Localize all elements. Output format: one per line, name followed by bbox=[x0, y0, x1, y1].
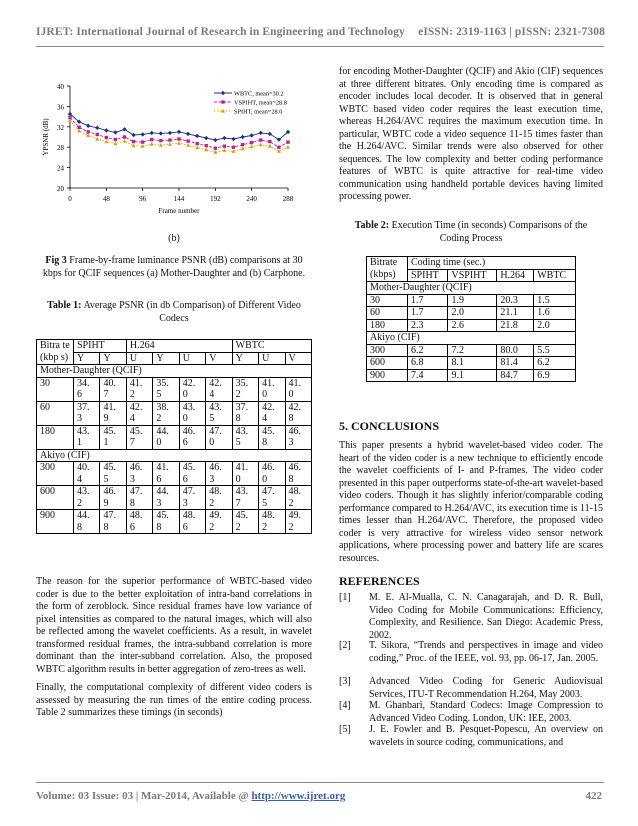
table1-cell: 44. 8 bbox=[74, 510, 100, 534]
table2-row bbox=[367, 357, 576, 370]
table2-bitrate-cell: 900 bbox=[367, 369, 408, 382]
figure-caption-label: Fig 3 bbox=[45, 255, 67, 266]
table1-bitrate-cell: 300 bbox=[37, 462, 74, 486]
legend-label: VSPIHT, mean=28.8 bbox=[234, 99, 287, 107]
data-point bbox=[232, 146, 235, 149]
data-point bbox=[231, 137, 235, 141]
data-point bbox=[250, 144, 254, 148]
table1-cell: 37. 8 bbox=[232, 401, 258, 425]
data-point bbox=[168, 142, 172, 146]
data-point bbox=[223, 144, 226, 147]
table1-cell: 41. 9 bbox=[100, 401, 126, 425]
psnr-chart bbox=[36, 68, 312, 228]
table2-cell: 80.0 bbox=[497, 344, 534, 357]
table1-cell: 44. 3 bbox=[153, 486, 179, 510]
table1-cell: 48. 2 bbox=[259, 510, 285, 534]
reference-text: J. E. Fowler and B. Pesquet-Popescu, An overview on wavelets in source coding, communications, and bbox=[369, 724, 603, 748]
x-tick-label: 0 bbox=[68, 195, 72, 203]
data-point bbox=[104, 139, 108, 143]
data-point bbox=[186, 143, 190, 147]
table1-subheader-row bbox=[37, 352, 312, 365]
table2-caption bbox=[339, 220, 603, 245]
data-point bbox=[241, 147, 245, 151]
table1-bitrate-cell: 900 bbox=[37, 510, 74, 534]
table1-subheader: Y bbox=[232, 352, 258, 365]
table1-cell: 41. 2 bbox=[126, 377, 152, 401]
data-point bbox=[222, 148, 226, 152]
table2-section-row bbox=[367, 282, 576, 295]
table1-bitrate-cell: 180 bbox=[37, 425, 74, 449]
table1-cell: 35. 5 bbox=[153, 377, 179, 401]
table2-cell: 8.1 bbox=[448, 357, 497, 370]
header-rule bbox=[36, 46, 604, 47]
table1-cell: 45. 6 bbox=[179, 462, 205, 486]
table1-caption bbox=[36, 300, 312, 325]
reference-number: [1] bbox=[339, 592, 351, 603]
data-point bbox=[240, 135, 244, 139]
table2-cell: 6.9 bbox=[534, 369, 576, 382]
data-point bbox=[286, 145, 290, 149]
table2-section-label: Akiyo (CIF) bbox=[367, 332, 576, 345]
table1-row bbox=[37, 462, 312, 486]
table2-caption-text: Execution Time (in seconds) Comparisons of the Coding Process bbox=[389, 220, 588, 244]
table1-cell: 47. 0 bbox=[206, 425, 232, 449]
table2-section-label: Mother-Daughter (QCIF) bbox=[367, 282, 576, 295]
table1-cell: 43. 7 bbox=[232, 486, 258, 510]
table2-subheader: VSPIHT bbox=[448, 269, 497, 282]
table1-header-row bbox=[37, 340, 312, 353]
data-point bbox=[222, 136, 226, 140]
x-tick-label: 240 bbox=[246, 195, 257, 203]
table1-bitrate-cell: 600 bbox=[37, 486, 74, 510]
data-point bbox=[86, 130, 89, 133]
table2-cell: 2.0 bbox=[534, 319, 576, 332]
table1-subheader: V bbox=[206, 352, 232, 365]
table2-cell: 7.4 bbox=[408, 369, 448, 382]
data-point bbox=[77, 126, 80, 129]
table1-cell: 45. 1 bbox=[100, 425, 126, 449]
reference-number: [5] bbox=[339, 724, 351, 735]
table1-cell: 44. 0 bbox=[153, 425, 179, 449]
page-number: 422 bbox=[585, 790, 602, 802]
legend-label: WBTC, mean=30.2 bbox=[234, 90, 284, 98]
table1-subheader: Y bbox=[74, 352, 100, 365]
data-point bbox=[141, 140, 144, 143]
table1-cell: 46. 6 bbox=[179, 425, 205, 449]
data-point bbox=[159, 143, 163, 147]
table1-row bbox=[37, 510, 312, 534]
table2-cell: 1.7 bbox=[408, 307, 448, 320]
table1-caption-label: Table 1: bbox=[47, 300, 82, 311]
reference-text: Advanced Video Coding for Generic Audiovisual Services, ITU-T Recommendation H.264, May 2003. bbox=[369, 676, 603, 700]
data-point bbox=[105, 136, 108, 139]
data-point bbox=[250, 141, 253, 144]
table1-group-header: WBTC bbox=[232, 340, 311, 353]
data-point bbox=[150, 131, 154, 135]
table1-row bbox=[37, 377, 312, 401]
data-point bbox=[177, 130, 181, 134]
panel-label: (b) bbox=[168, 233, 180, 244]
data-point bbox=[159, 139, 162, 142]
data-point bbox=[241, 143, 244, 146]
table1-cell: 40. 4 bbox=[74, 462, 100, 486]
table1-cell: 35. 2 bbox=[232, 377, 258, 401]
table2 bbox=[366, 256, 576, 382]
table2-cell: 7.2 bbox=[448, 344, 497, 357]
table1-cell: 46. 0 bbox=[259, 462, 285, 486]
left-paragraph-1: The reason for the superior performance of WBTC-based video coder is due to the better exploitation of intra-band correlations in the form of zeroblock. Since residual frames have low variance of pixel intensities as compared to the natural images, which will also be reflected among the wavelet coefficients. As a result, in wavelet transformed residual frames, the intra-subband correlation is more dominant than the inter-subband correlation. Also, the proposed WBTC algorithm results in better aggregation of zero-trees as well. bbox=[36, 576, 312, 675]
data-point bbox=[113, 130, 117, 134]
table1-cell: 48. 6 bbox=[179, 510, 205, 534]
reference-text: T. Sikora, “Trends and perspectives in image and video coding,” Proc. of the IEEE, vol. 93, pp. 06-17, Jan. 2005. bbox=[369, 640, 603, 664]
table1-cell: 43. 1 bbox=[74, 425, 100, 449]
data-point bbox=[77, 129, 81, 133]
table1-bitrate-header: Bitra te (kbp s) bbox=[37, 340, 74, 365]
reference-text: M. E. Al-Mualla, C. N. Canagarajah, and D. R. Bull, Video Coding for Mobile Communications: Efficiency, Complexity, and Resilience. San Diego: Academic Press, 2002. bbox=[369, 592, 603, 641]
table1-bitrate-cell: 30 bbox=[37, 377, 74, 401]
table1-group-header: SPIHT bbox=[74, 340, 127, 353]
data-point bbox=[259, 131, 263, 135]
table1-cell: 43. 0 bbox=[179, 401, 205, 425]
legend-marker bbox=[221, 91, 225, 95]
table1-cell: 45. 5 bbox=[100, 462, 126, 486]
x-tick-label: 144 bbox=[173, 195, 185, 203]
journal-title: IJRET: International Journal of Research in Engineering and Technology bbox=[36, 26, 405, 38]
data-point bbox=[186, 132, 190, 136]
issn: eISSN: 2319-1163 | pISSN: 2321-7308 bbox=[418, 26, 605, 38]
table2-row bbox=[367, 319, 576, 332]
table1-bitrate-cell: 60 bbox=[37, 401, 74, 425]
data-point bbox=[114, 138, 117, 141]
table1-cell: 48. 6 bbox=[126, 510, 152, 534]
table2-cell: 81.4 bbox=[497, 357, 534, 370]
table1-cell: 46. 3 bbox=[285, 425, 312, 449]
table1-section-row bbox=[37, 365, 312, 378]
table1-cell: 45. 8 bbox=[153, 510, 179, 534]
table1-cell: 46. 9 bbox=[100, 486, 126, 510]
table1-row bbox=[37, 401, 312, 425]
table2-cell: 1.9 bbox=[448, 294, 497, 307]
table1-subheader: U bbox=[126, 352, 152, 365]
figure-caption-text: Frame-by-frame luminance PSNR (dB) comparisons at 30 kbps for QCIF sequences (a) Mother-Daughter and (b) Carphone. bbox=[42, 255, 306, 279]
table2-group-header: Coding time (sec.) bbox=[408, 257, 576, 270]
reference-number: [3] bbox=[339, 676, 351, 687]
data-point bbox=[131, 133, 135, 137]
reference-text: M. Ghanbari, Standard Codecs: Image Compression to Advanced Video Coding. London, UK: IEE, 2003. bbox=[369, 700, 603, 724]
table1-cell: 45. 7 bbox=[126, 425, 152, 449]
data-point bbox=[132, 140, 135, 143]
figure-caption bbox=[36, 255, 312, 280]
table2-bitrate-cell: 300 bbox=[367, 344, 408, 357]
table1-cell: 45. 8 bbox=[259, 425, 285, 449]
table2-cell: 6.2 bbox=[534, 357, 576, 370]
right-paragraph-1: for encoding Mother-Daughter (QCIF) and Akio (CIF) sequences at three different bitrates. Only encoding time is compared as encoder includes local decoder. It is observed that in general WBTC based video coder requires the least execution time, whereas H.264/AVC requires the maximum execution time. In particular, WBTC code a video sequence 11-15 times faster than the H.264/AVC. Similar trends were also observed for other sequences. The low complexity and better coding performance features of WBTC is quite attractive for real-time video communication using handheld portable devices having limited processing power. bbox=[339, 66, 603, 202]
table2-cell: 84.7 bbox=[497, 369, 534, 382]
data-point bbox=[104, 128, 108, 132]
data-point bbox=[186, 139, 189, 142]
footer-volume-text: Volume: 03 Issue: 03 | Mar-2014, Available @ bbox=[36, 790, 252, 802]
data-point bbox=[95, 137, 99, 141]
y-tick-label: 20 bbox=[57, 185, 64, 193]
data-point bbox=[113, 141, 117, 145]
footer-volume bbox=[36, 790, 345, 802]
table1-cell: 42. 8 bbox=[285, 401, 312, 425]
table1-section-label: Akiyo (CIF) bbox=[37, 449, 312, 462]
conclusions-heading: 5. CONCLUSIONS bbox=[339, 419, 440, 433]
table2-bitrate-header: Bitrate (kbps) bbox=[367, 257, 408, 282]
table1-cell: 37. 3 bbox=[74, 401, 100, 425]
table2-row bbox=[367, 369, 576, 382]
data-point bbox=[195, 134, 199, 138]
x-tick-label: 48 bbox=[102, 195, 110, 203]
data-point bbox=[213, 138, 217, 142]
table2-bitrate-cell: 180 bbox=[367, 319, 408, 332]
table2-caption-label: Table 2: bbox=[354, 220, 390, 231]
table1-subheader: U bbox=[179, 352, 205, 365]
table2-cell: 1.7 bbox=[408, 294, 448, 307]
data-point bbox=[122, 127, 126, 131]
left-paragraph-2: Finally, the computational complexity of different video coders is assessed by measuring the run times of the entire coding process. Table 2 summarizes these timings (in seconds) bbox=[36, 682, 312, 718]
data-point bbox=[259, 138, 262, 141]
table2-header-row bbox=[367, 257, 576, 270]
reference-number: [2] bbox=[339, 640, 351, 651]
data-point bbox=[205, 144, 208, 147]
table1-caption-text: Average PSNR (in db Comparison) of Different Video Codecs bbox=[81, 300, 301, 324]
data-point bbox=[286, 140, 289, 143]
table1-cell: 34. 6 bbox=[74, 377, 100, 401]
table1-cell: 42. 4 bbox=[259, 401, 285, 425]
table1-cell: 47. 3 bbox=[179, 486, 205, 510]
data-point bbox=[268, 140, 271, 143]
x-tick-label: 192 bbox=[210, 195, 221, 203]
table2-cell: 9.1 bbox=[448, 369, 497, 382]
table2-row bbox=[367, 307, 576, 320]
y-tick-label: 24 bbox=[57, 164, 64, 173]
table2-cell: 20.3 bbox=[497, 294, 534, 307]
table1-cell: 49. 2 bbox=[206, 510, 232, 534]
table1-cell: 43. 2 bbox=[74, 486, 100, 510]
footer-rule bbox=[36, 782, 604, 783]
table2-cell: 21.8 bbox=[497, 319, 534, 332]
data-point bbox=[168, 131, 172, 135]
data-point bbox=[177, 141, 181, 145]
table2-cell: 2.6 bbox=[448, 319, 497, 332]
table1-row bbox=[37, 425, 312, 449]
table1-cell: 47. 8 bbox=[126, 486, 152, 510]
x-tick-label: 288 bbox=[282, 195, 294, 203]
table2-cell: 5.5 bbox=[534, 344, 576, 357]
x-tick-label: 96 bbox=[139, 195, 147, 203]
table1-cell: 43. 5 bbox=[206, 401, 232, 425]
table2-section-row bbox=[367, 332, 576, 345]
table2-row bbox=[367, 294, 576, 307]
y-axis-label: YPSNR (dB) bbox=[42, 118, 50, 156]
data-point bbox=[177, 137, 180, 140]
table1-cell: 41. 0 bbox=[232, 462, 258, 486]
table1-subheader: U bbox=[259, 352, 285, 365]
table1-cell: 48. 2 bbox=[285, 486, 312, 510]
table1-cell: 45. 2 bbox=[232, 510, 258, 534]
table2-cell: 21.1 bbox=[497, 307, 534, 320]
table2-bitrate-cell: 30 bbox=[367, 294, 408, 307]
table2-row bbox=[367, 344, 576, 357]
table2-subheader: H.264 bbox=[497, 269, 534, 282]
table1-section-label: Mother-Daughter (QCIF) bbox=[37, 365, 312, 378]
y-tick-label: 32 bbox=[57, 123, 64, 132]
data-point bbox=[249, 133, 253, 137]
table1-cell: 46. 3 bbox=[126, 462, 152, 486]
data-point bbox=[150, 142, 154, 146]
y-tick-label: 40 bbox=[57, 83, 64, 91]
table1-subheader: V bbox=[285, 352, 312, 365]
table2-cell: 6.2 bbox=[408, 344, 448, 357]
y-tick-label: 28 bbox=[57, 144, 64, 153]
table1 bbox=[36, 339, 312, 534]
data-point bbox=[140, 132, 144, 136]
table1-cell: 48. 2 bbox=[206, 486, 232, 510]
reference-number: [4] bbox=[339, 700, 351, 711]
table1-subheader: Y bbox=[100, 352, 126, 365]
references-heading: REFERENCES bbox=[339, 574, 420, 588]
table1-row bbox=[37, 486, 312, 510]
data-point bbox=[86, 124, 90, 128]
conclusions-text: This paper presents a hybrid wavelet-based video coder. The heart of the video coder is a new technique to efficiently encode the wavelet coefficients of I- and P-frames. The video coder presented in this paper outperforms state-of-the-art wavelet-based video coders. Though it has slightly inferior/comparable coding performance compared to H.264/AVC, its execution time is 11-15 times lesser than H.264/AVC. Therefore, the proposed video coder is very attractive for wireless video sensor network applications, where processing power and battery life are scares resources. bbox=[339, 440, 603, 564]
table2-cell: 1.5 bbox=[534, 294, 576, 307]
data-point bbox=[214, 147, 217, 150]
data-point bbox=[268, 132, 272, 136]
table1-cell: 46. 8 bbox=[285, 462, 312, 486]
table1-cell: 41. 6 bbox=[153, 462, 179, 486]
table2-bitrate-cell: 600 bbox=[367, 357, 408, 370]
table1-cell: 47. 8 bbox=[100, 510, 126, 534]
table1-subheader: Y bbox=[153, 352, 179, 365]
data-point bbox=[96, 133, 99, 136]
table1-cell: 41. 0 bbox=[259, 377, 285, 401]
table1-cell: 43. 5 bbox=[232, 425, 258, 449]
y-tick-label: 36 bbox=[57, 103, 64, 112]
table1-cell: 42. 4 bbox=[126, 401, 152, 425]
table2-cell: 2.3 bbox=[408, 319, 448, 332]
table2-subheader: SPIHT bbox=[408, 269, 448, 282]
data-point bbox=[150, 138, 153, 141]
table2-cell: 6.8 bbox=[408, 357, 448, 370]
data-point bbox=[159, 131, 163, 135]
table1-cell: 47. 5 bbox=[259, 486, 285, 510]
table1-cell: 49. 2 bbox=[285, 510, 312, 534]
table2-cell: 2.0 bbox=[448, 307, 497, 320]
table1-group-header: H.264 bbox=[126, 340, 232, 353]
table1-section-row bbox=[37, 449, 312, 462]
data-point bbox=[277, 146, 280, 149]
table1-cell: 42. 4 bbox=[206, 377, 232, 401]
data-point bbox=[123, 139, 127, 143]
table1-cell: 40. 7 bbox=[100, 377, 126, 401]
data-point bbox=[95, 126, 99, 130]
table1-cell: 42. 0 bbox=[179, 377, 205, 401]
data-point bbox=[195, 142, 198, 145]
legend-label: SPIHT, mean=28.0 bbox=[234, 108, 283, 116]
data-point bbox=[259, 142, 263, 146]
data-point bbox=[204, 136, 208, 140]
x-axis-label: Frame number bbox=[158, 207, 200, 215]
table2-cell: 1.6 bbox=[534, 307, 576, 320]
table1-cell: 38. 2 bbox=[153, 401, 179, 425]
footer-link[interactable]: http://www.ijret.org bbox=[251, 790, 346, 802]
table2-subheader: WBTC bbox=[534, 269, 576, 282]
data-point bbox=[123, 135, 126, 138]
legend-marker bbox=[221, 100, 224, 103]
data-point bbox=[268, 144, 272, 148]
table2-bitrate-cell: 60 bbox=[367, 307, 408, 320]
table1-cell: 46. 3 bbox=[206, 462, 232, 486]
data-point bbox=[168, 138, 171, 141]
table1-cell: 41. 0 bbox=[285, 377, 312, 401]
